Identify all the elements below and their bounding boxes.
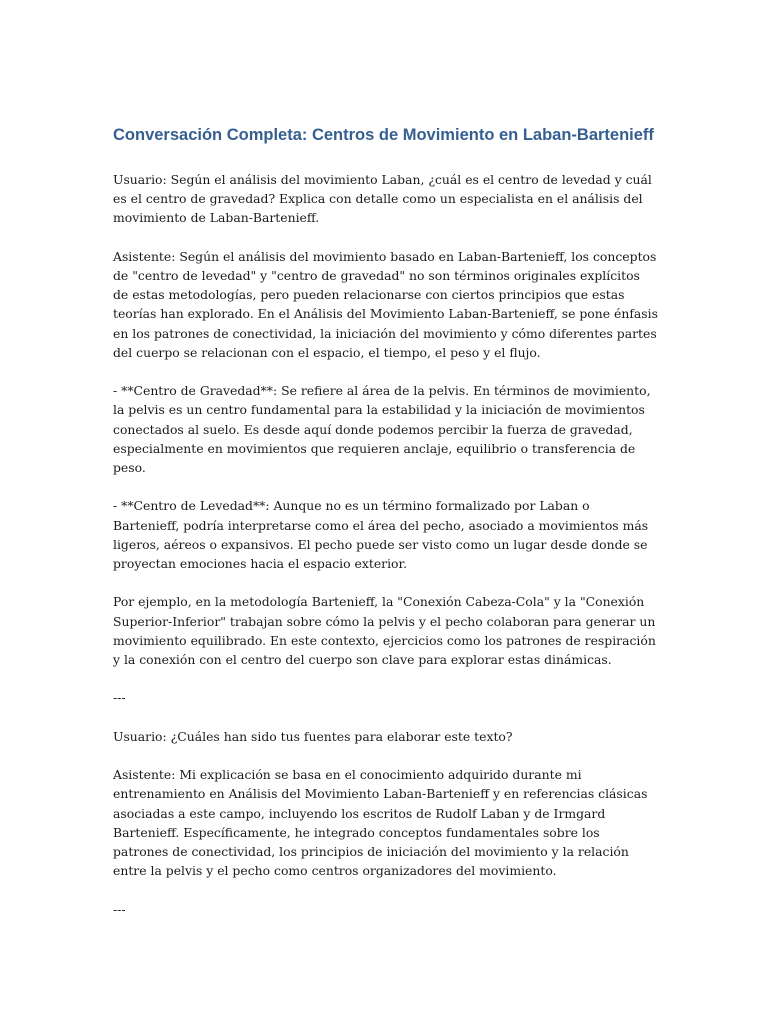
- paragraph-assistant-answer-2: Asistente: Mi explicación se basa en el conocimiento adquirido durante mi entrenamiento en Análisis del Movimiento Laban-Bartenieff y en referencias clásicas asociadas a este campo, incluyendo los escritos de Rudolf Laban y de Irmgard Bartenieff. Específicamente, he integrado conceptos fundamentales sobre los patrones de conectividad, los principios de iniciación del movimiento y la relación entre la pelvis y el pecho como centros organizadores del movimiento.: [113, 767, 648, 879]
- paragraph-centro-levedad: - **Centro de Levedad**: Aunque no es un término formalizado por Laban o Bartenieff, podría interpretarse como el área del pecho, asociado a movimientos más ligeros, aéreos o expansivos. El pecho puede ser visto como un lugar desde donde se proyectan emociones hacia el espacio exterior.: [113, 498, 649, 572]
- document-page: [113, 122, 658, 938]
- separator: ---: [113, 901, 126, 917]
- paragraph-centro-gravedad: - **Centro de Gravedad**: Se refiere al área de la pelvis. En términos de movimiento, la pelvis es un centro fundamental para la estabilidad y la iniciación de movimientos conectados al suelo. Es desde aquí donde podemos percibir la fuerza de gravedad, especialmente en movimientos que requieren anclaje, equilibrio o transferencia de peso.: [113, 383, 651, 476]
- paragraph-user-question-1: Usuario: Según el análisis del movimiento Laban, ¿cuál es el centro de levedad y cuál es el centro de gravedad? Explica con detalle como un especialista en el análisis del movimiento de Laban-Bartenieff.: [113, 172, 652, 226]
- document-title: Conversación Completa: Centros de Movimiento en Laban-Bartenieff: [113, 126, 654, 144]
- paragraph-user-question-2: Usuario: ¿Cuáles han sido tus fuentes para elaborar este texto?: [113, 728, 513, 744]
- separator: ---: [113, 690, 126, 706]
- paragraph-assistant-answer-1: Asistente: Según el análisis del movimiento basado en Laban-Bartenieff, los conceptos de "centro de levedad" y "centro de gravedad" no son términos originales explícitos de estas metodologías, pero pueden relacionarse con ciertos principios que estas teorías han explorado. En el Análisis del Movimiento Laban-Bartenieff, se pone énfasis en los patrones de conectividad, la iniciación del movimiento y cómo diferentes partes del cuerpo se relacionan con el espacio, el tiempo, el peso y el flujo.: [113, 248, 658, 360]
- paragraph-ejemplo: Por ejemplo, en la metodología Bartenieff, la "Conexión Cabeza-Cola" y la "Conexión Superior-Inferior" trabajan sobre cómo la pelvis y el pecho colaboran para generar un movimiento equilibrado. En este contexto, ejercicios como los patrones de respiración y la conexión con el centro del cuerpo son clave para explorar estas dinámicas.: [113, 594, 656, 668]
